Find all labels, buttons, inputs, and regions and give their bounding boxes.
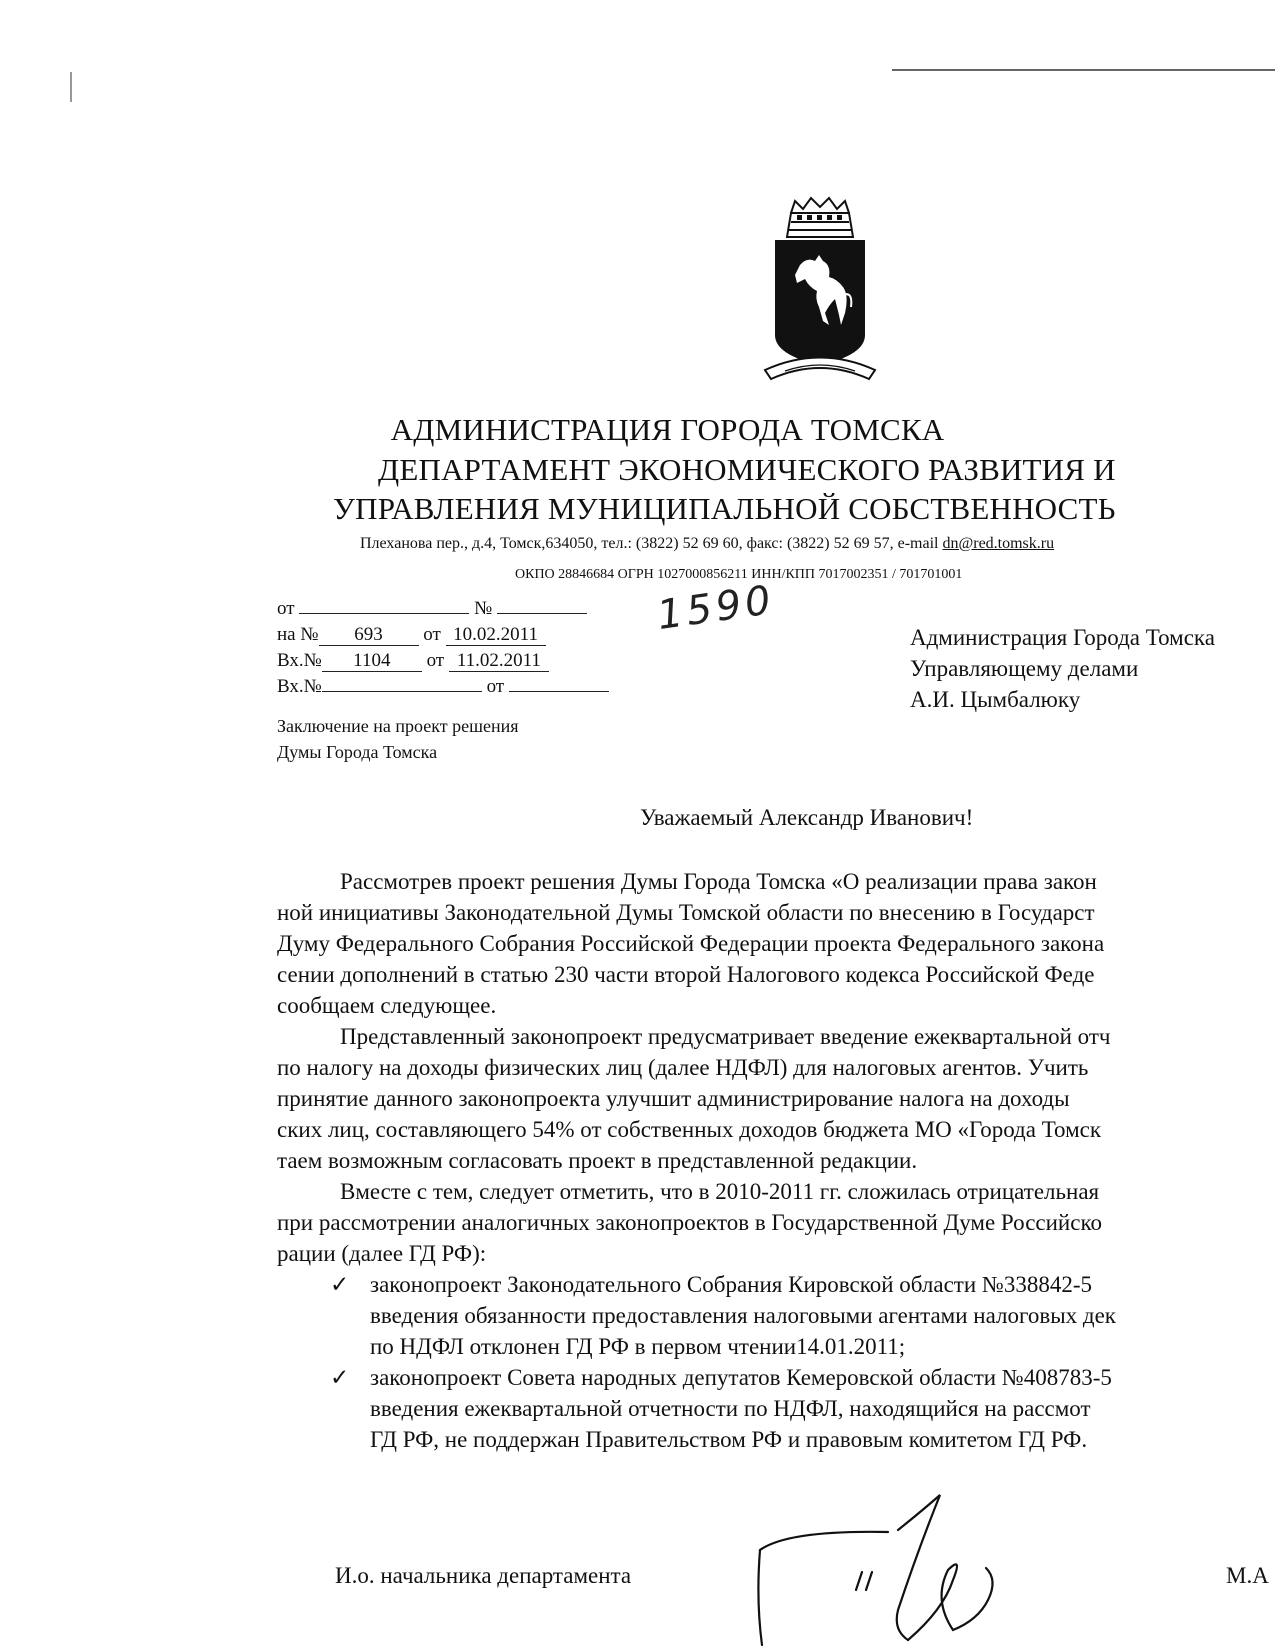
bullet-line: ГД РФ, не поддержан Правительством РФ и правовым комитетом ГД РФ.: [370, 1427, 1088, 1452]
outgoing-date-blank: [299, 613, 469, 614]
body-line: принятие данного законопроекта улучшит администрирование налога на доходы: [277, 1086, 1070, 1111]
recipient-name: А.И. Цымбалюку: [910, 687, 1081, 712]
body-line: рации (далее ГД РФ):: [277, 1241, 487, 1266]
vx-date-label: от: [426, 650, 445, 671]
body-line: ной инициативы Законодательной Думы Томской области по внесению в Государст: [277, 900, 1095, 925]
bullet-line: введения ежеквартальной отчетности по НДФЛ, находящийся на рассмот: [370, 1396, 1091, 1421]
subject-line1: Заключение на проект решения: [277, 716, 519, 736]
outgoing-reg-row: [277, 598, 587, 620]
body-line: по налогу на доходы физических лиц (далее НДФЛ) для налоговых агентов. Учить: [277, 1055, 1089, 1080]
bullet-line: по НДФЛ отклонен ГД РФ в первом чтении14.01.2011;: [370, 1334, 906, 1359]
bullet-item: [277, 1269, 1275, 1362]
email-link[interactable]: dn@red.tomsk.ru: [942, 535, 1055, 552]
handwritten-signature: [748, 1490, 1048, 1650]
department-name-line1: ДЕПАРТАМЕНТ ЭКОНОМИЧЕСКОГО РАЗВИТИЯ И: [378, 452, 1116, 487]
outgoing-number-blank: [497, 613, 587, 614]
na-date: 10.02.2011: [446, 625, 546, 646]
department-name-line2: УПРАВЛЕНИЯ МУНИЦИПАЛЬНОЙ СОБСТВЕННОСТЬ: [333, 491, 1116, 526]
org-name: АДМИНИСТРАЦИЯ ГОРОДА ТОМСКА: [390, 412, 945, 447]
body-line: при рассмотрении аналогичных законопроектов в Государственной Думе Российско: [277, 1210, 1102, 1235]
recipient-position: Управляющему делами: [910, 656, 1139, 681]
body-line: сообщаем следующее.: [277, 993, 497, 1018]
incoming-row: [277, 650, 549, 672]
body-line: ских лиц, составляющего 54% от собственных доходов бюджета МО «Города Томск: [277, 1117, 1102, 1142]
vx-label: Вх.№: [277, 650, 322, 671]
body-line: Вместе с тем, следует отметить, что в 2010-2011 гг. сложилась отрицательная: [340, 1179, 1100, 1204]
vx2-date-label: от: [486, 676, 505, 697]
body-line: Представленный законопроект предусматривает введение ежеквартальной отч: [340, 1024, 1111, 1049]
bullet-line: законопроект Совета народных депутатов Кемеровской области №408783-5: [370, 1365, 1112, 1390]
handwritten-outgoing-number: 1590: [654, 577, 778, 639]
bullet-item: [277, 1362, 1275, 1455]
signatory-title: И.о. начальника департамента: [335, 1563, 632, 1588]
vx-number: 1104: [322, 651, 422, 672]
ot-label: от: [277, 598, 295, 619]
letter-body: [277, 866, 1275, 1455]
vx2-label: Вх.№: [277, 676, 322, 697]
contact-address: [360, 535, 1054, 553]
na-date-label: от: [423, 624, 441, 645]
signatory-name: М.А: [1226, 1563, 1269, 1588]
na-number: 693: [319, 625, 419, 646]
na-no-label: №: [300, 624, 319, 645]
no-label: №: [474, 598, 493, 619]
greeting: Уважаемый Александр Иванович!: [640, 805, 974, 830]
vx-date: 11.02.2011: [449, 651, 549, 672]
body-line: таем возможным согласовать проект в представленной редакции.: [277, 1148, 918, 1173]
checkmark-icon: ✓: [330, 1272, 350, 1297]
address-text: Плеханова пер., д.4, Томск,634050, тел.: (3822) 52 69 60, факс: (3822) 52 69 57, e-mail: [360, 535, 943, 552]
scan-edge-line: [892, 69, 1275, 71]
bullet-line: законопроект Законодательного Собрания Кировской области №338842-5: [370, 1272, 1093, 1297]
incoming-row-2: [277, 676, 609, 698]
vx2-number-blank: [322, 691, 482, 692]
vx2-date-blank: [509, 691, 609, 692]
body-line: Рассмотрев проект решения Думы Города Томска «О реализации права закон: [340, 869, 1097, 894]
recipient-block: [910, 622, 1215, 715]
na-label: на: [277, 624, 296, 645]
subject-line2: Думы Города Томска: [277, 742, 438, 762]
scan-edge-mark: [70, 72, 72, 102]
registry-codes: ОКПО 28846684 ОГРН 1027000856211 ИНН/КПП 7017002351 / 701701001: [515, 567, 963, 582]
subject-block: [277, 713, 519, 765]
bullet-line: введения обязанности предоставления налоговыми агентами налоговых дек: [370, 1303, 1116, 1328]
reply-to-row: [277, 624, 546, 646]
body-line: Думу Федерального Собрания Российской Федерации проекта Федерального закона: [277, 931, 1105, 956]
checkmark-icon: ✓: [330, 1365, 350, 1390]
coat-of-arms-emblem: [745, 195, 895, 390]
body-line: сении дополнений в статью 230 части второй Налогового кодекса Российской Феде: [277, 962, 1095, 987]
recipient-org: Администрация Города Томска: [910, 625, 1215, 650]
